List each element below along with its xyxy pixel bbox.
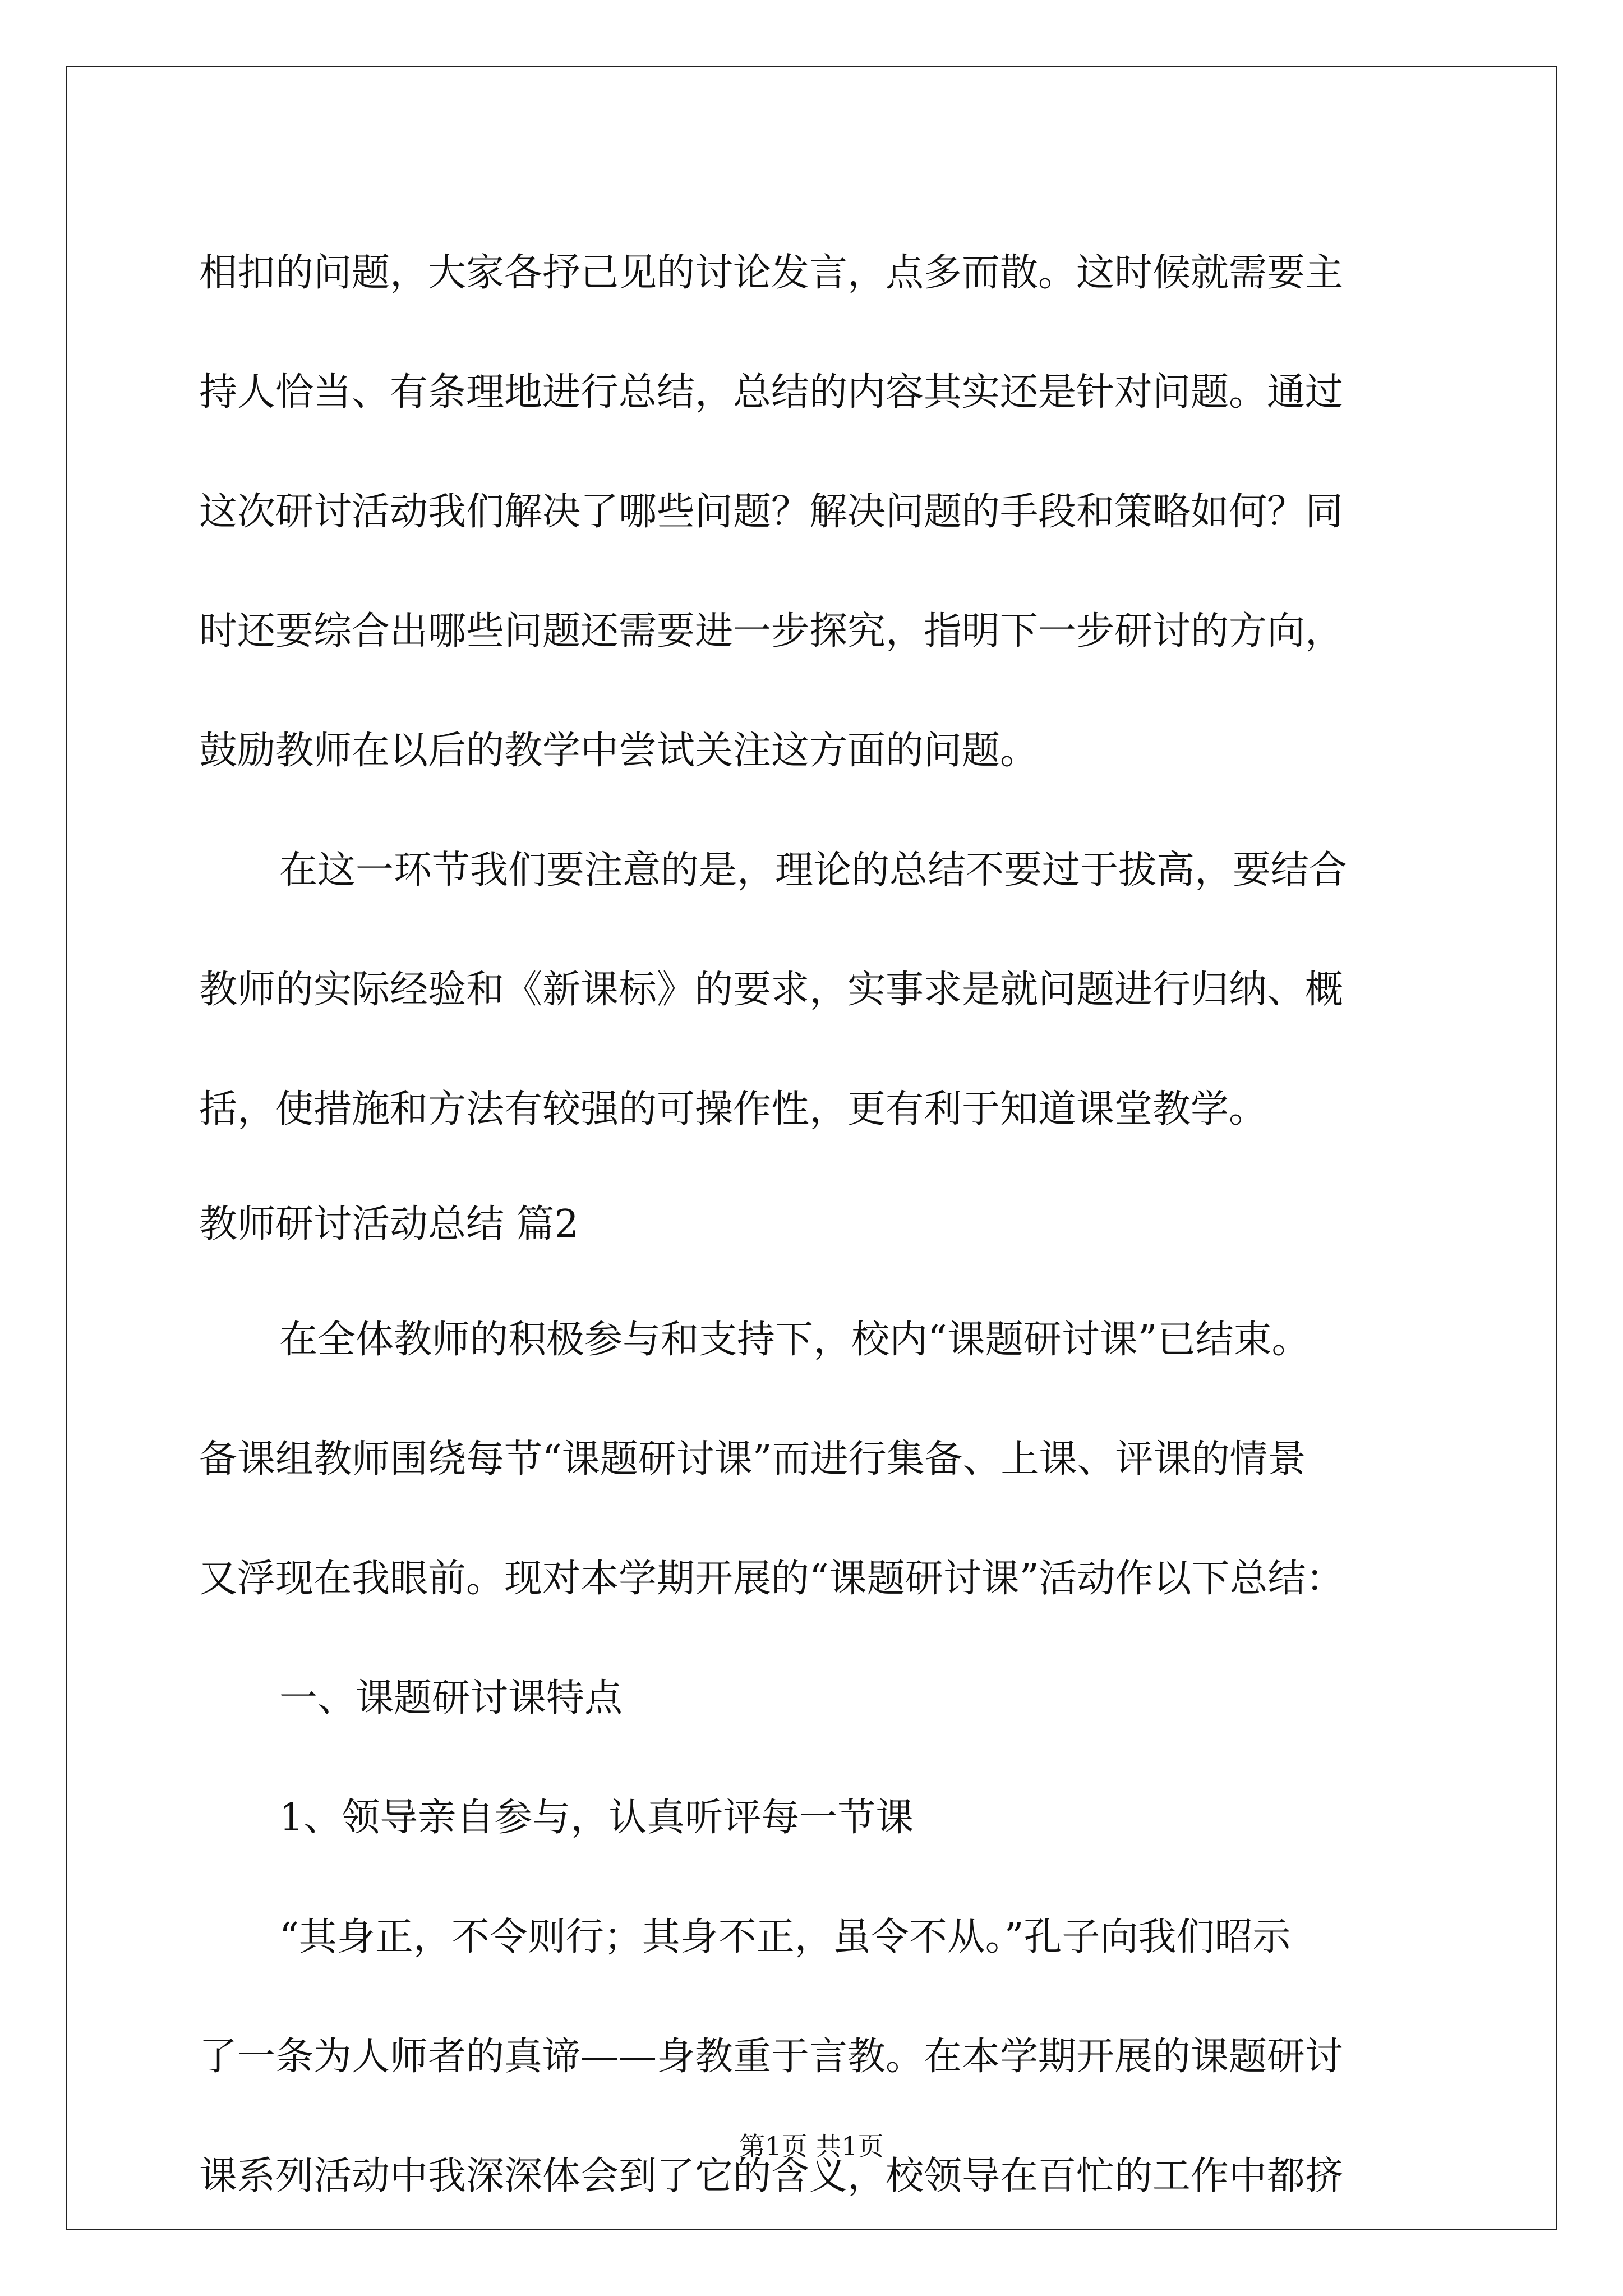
section-heading: 教师研讨活动总结 篇2 <box>199 1202 579 1246</box>
paragraph-line: 相扣的问题，大家各抒己见的讨论发言，点多而散。这时候就需要主 <box>199 251 1344 295</box>
paragraph-line: 时还要综合出哪些问题还需要进一步探究，指明下一步研讨的方向， <box>199 609 1344 654</box>
paragraph-line: 在这一环节我们要注意的是，理论的总结不要过于拔高，要结合 <box>279 848 1348 892</box>
paragraph-line: 课系列活动中我深深体会到了它的含义，校领导在百忙的工作中都挤 <box>199 2154 1344 2198</box>
paragraph-line: “其身正，不令则行；其身不正，虽令不从。”孔子向我们昭示 <box>279 1915 1291 1959</box>
subsection-heading: 1、领导亲自参与，认真听评每一节课 <box>279 1796 914 1840</box>
paragraph-line: 在全体教师的积极参与和支持下，校内“课题研讨课”已结束。 <box>279 1318 1310 1362</box>
paragraph-line: 了一条为人师者的真谛——身教重于言教。在本学期开展的课题研讨 <box>199 2035 1344 2079</box>
paragraph-line: 括，使措施和方法有较强的可操作性，更有利于知道课堂教学。 <box>199 1087 1267 1131</box>
paragraph-line: 这次研讨活动我们解决了哪些问题？解决问题的手段和策略如何？同 <box>199 490 1344 534</box>
subsection-heading: 一、课题研讨课特点 <box>279 1676 623 1720</box>
paragraph-line: 备课组教师围绕每节“课题研讨课”而进行集备、上课、评课的情景 <box>199 1437 1306 1481</box>
paragraph-line: 教师的实际经验和《新课标》的要求，实事求是就问题进行归纳、概 <box>199 968 1344 1012</box>
page-footer: 第1页 共1页 <box>739 2131 884 2161</box>
paragraph-line: 鼓励教师在以后的教学中尝试关注这方面的问题。 <box>199 729 1039 773</box>
paragraph-line: 持人恰当、有条理地进行总结，总结的内容其实还是针对问题。通过 <box>199 370 1344 415</box>
paragraph-line: 又浮现在我眼前。现对本学期开展的“课题研讨课”活动作以下总结： <box>199 1557 1344 1601</box>
